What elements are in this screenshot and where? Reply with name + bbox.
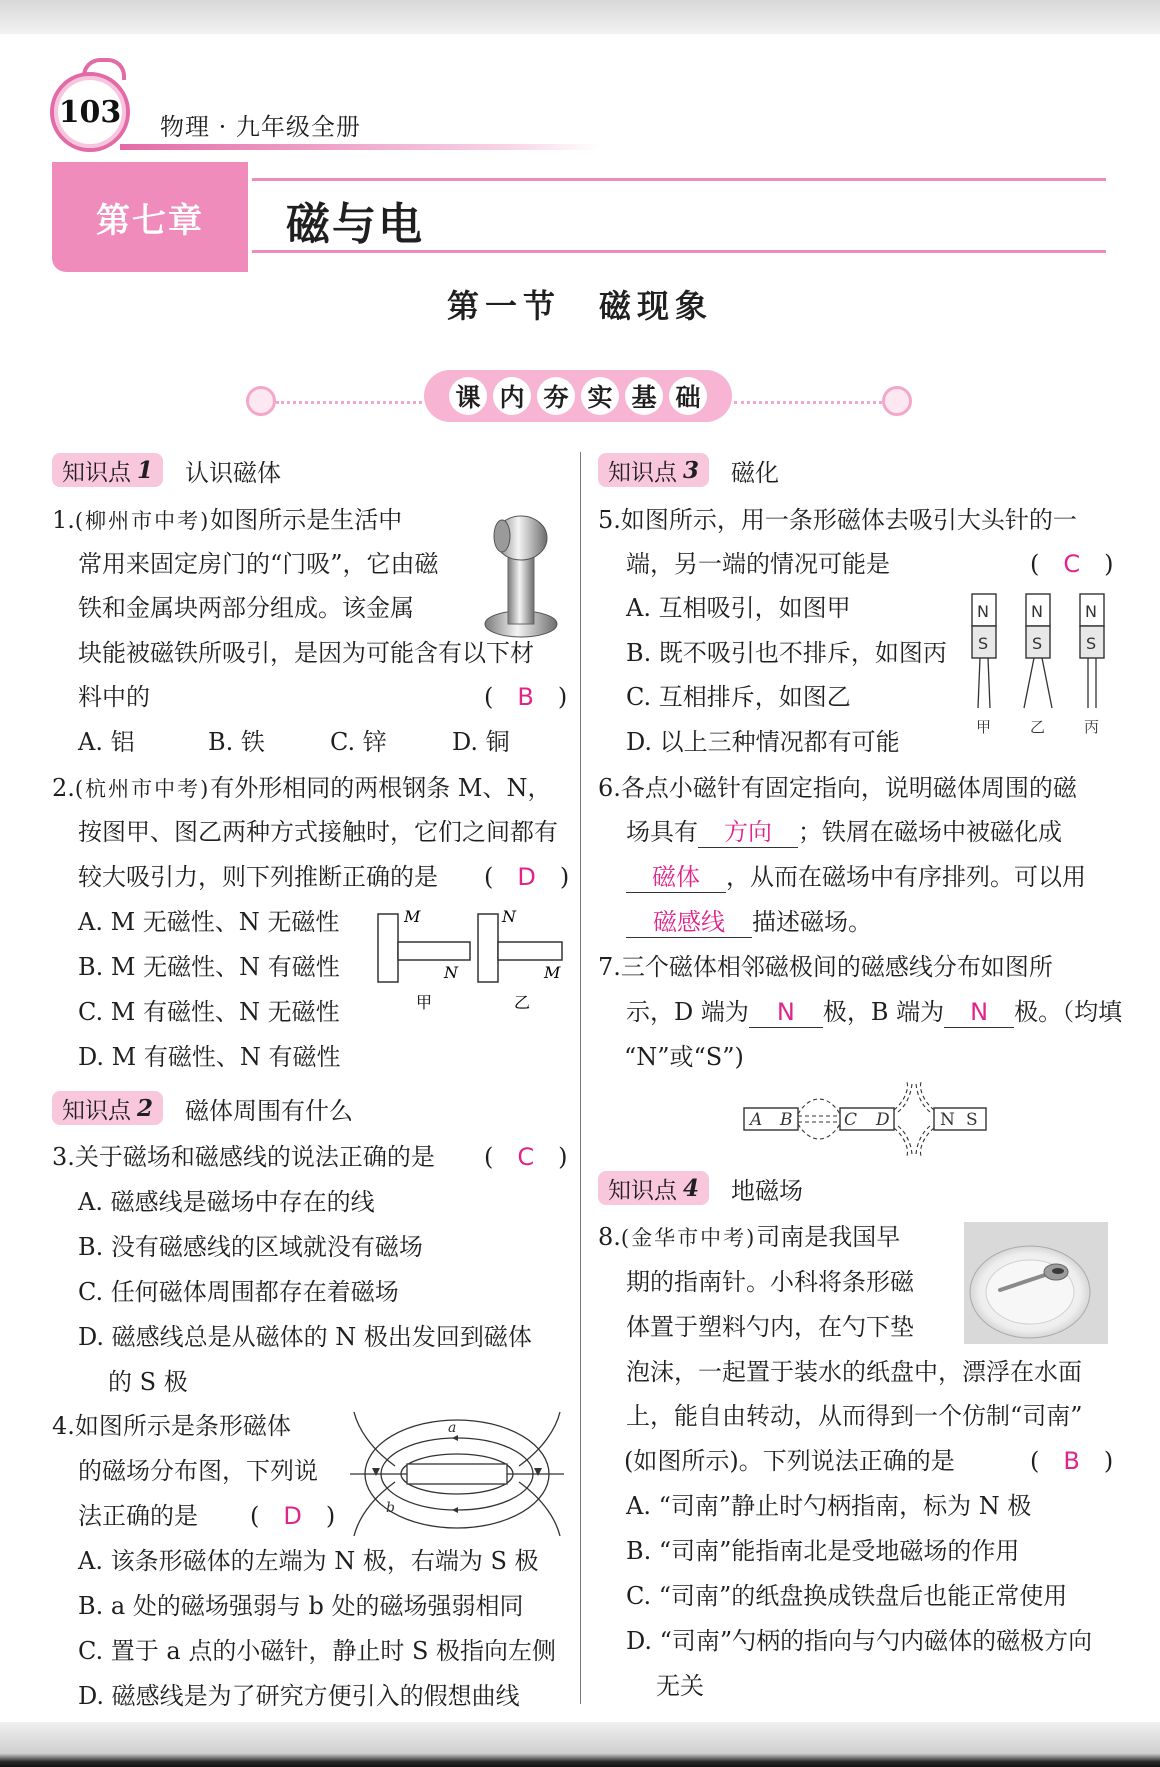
banner-left-ornament [246,386,276,416]
label-d: D [876,1110,890,1130]
q4-option-b: B. a 处的磁场强弱与 b 处的磁场强弱相同 [78,1592,524,1620]
banner [424,370,732,422]
bar-magnet-pins-diagram [968,590,1108,740]
q2-option-b: B. M 无磁性、N 有磁性 [78,953,340,981]
banner-dotline-left [276,401,422,404]
knowledge-point-3 [598,452,779,488]
q4-line1: 4.如图所示是条形磁体 [52,1412,291,1440]
label-a: A [750,1110,763,1130]
q4-option-c: C. 置于 a 点的小磁针，静止时 S 极指向左侧 [78,1637,557,1665]
three-magnets-diagram [740,1080,990,1158]
q5-option-a: A. 互相吸引，如图甲 [626,594,851,622]
kp-tag: 知识点 1 [52,453,163,487]
label-n: N [977,602,989,621]
banner-right-ornament [882,386,912,416]
q1-line5: 料中的 [78,683,150,711]
bar-magnet-field-diagram [350,1408,564,1540]
q6-blank-1: 方向 [698,817,798,848]
kp-name: 地磁场 [731,1176,804,1205]
banner-dotline-right [734,401,882,404]
label-a: a [448,1420,457,1436]
q7-blank-2: N [944,997,1014,1028]
door-stop-image [480,502,562,642]
steel-bars-diagram [374,904,566,1016]
q3-option-b: B. 没有磁感线的区域就没有磁场 [78,1233,423,1261]
kp-tag: 知识点 4 [598,1171,709,1205]
banner-char: 础 [669,377,707,415]
q5-line2: 端，另一端的情况可能是 [626,550,890,578]
label-yi: 乙 [1030,718,1046,736]
q1-option-b: B. 铁 [208,728,265,756]
label-s: S [1086,634,1097,653]
label-yi: 乙 [514,993,531,1012]
q3-option-c: C. 任何磁体周围都存在着磁场 [78,1278,399,1306]
q2-option-a: A. M 无磁性、N 无磁性 [78,908,340,936]
q6-line4: 磁感线 描述磁场。 [626,900,872,944]
q7-blank-1: N [749,997,823,1028]
q8-answer: ( B ) [1030,1447,1114,1475]
label-m: M [404,907,421,926]
q1-line4: 块能被磁铁所吸引，是因为可能含有以下材 [78,639,534,667]
q1-line1: 1.(柳州市中考)如图所示是生活中 [52,506,403,534]
kp-tag: 知识点 3 [598,453,709,487]
banner-char: 内 [493,377,531,415]
q6-blank-3: 磁感线 [626,907,752,938]
label-jia: 甲 [416,993,433,1012]
kp-name: 磁体周围有什么 [185,1096,354,1125]
q1-option-d: D. 铜 [452,728,510,756]
q8-line1: 8.(金华市中考)司南是我国早 [598,1223,901,1251]
q3-option-d-cont: 的 S 极 [108,1368,188,1396]
label-n: N [1031,602,1043,621]
label-bing: 丙 [1084,718,1100,736]
column-divider [580,452,581,1704]
q5-line1: 5.如图所示，用一条形磁体去吸引大头针的一 [598,506,1077,534]
q7-line3: “N”或“S”) [624,1043,744,1071]
label-s: S [1032,634,1043,653]
section-title: 第一节 磁现象 [446,287,713,325]
banner-char: 课 [449,377,487,415]
q1-answer: ( B ) [484,683,568,711]
q2-line2: 按图甲、图乙两种方式接触时，它们之间都有 [78,818,558,846]
q5-option-b: B. 既不吸引也不排斥，如图丙 [626,639,947,667]
q3-answer: ( C ) [484,1143,568,1171]
q8-option-d: D. “司南”勺柄的指向与勺内磁体的磁极方向 [626,1627,1093,1655]
q4-answer: ( D ) [250,1502,336,1530]
label-b: B [780,1110,793,1130]
q8-option-c: C. “司南”的纸盘换成铁盘后也能正常使用 [626,1582,1068,1610]
q8-line4: 泡沫，一起置于装水的纸盘中，漂浮在水面 [626,1358,1082,1386]
q5-option-d: D. 以上三种情况都有可能 [626,728,900,756]
label-s: S [978,634,989,653]
q8-option-d-cont: 无关 [656,1672,704,1700]
top-border [0,0,1160,34]
label-n: N [502,907,516,926]
q2-option-d: D. M 有磁性、N 有磁性 [78,1043,341,1071]
label-n: N [444,963,458,982]
knowledge-point-1 [52,452,281,488]
sinan-plate-image [964,1222,1108,1344]
q3-option-a: A. 磁感线是磁场中存在的线 [78,1188,375,1216]
q3-line1: 3.关于磁场和磁感线的说法正确的是 [52,1143,435,1171]
q7-line2: 示，D 端为 N 极，B 端为 N 极。（均填 [626,998,1123,1026]
q6-line3: 磁体 ，从而在磁场中有序排列。可以用 [626,855,1086,899]
q8-option-b: B. “司南”能指南北是受地磁场的作用 [626,1537,1020,1565]
q6-line2: 场具有 方向 ；铁屑在磁场中被磁化成 [626,818,1062,846]
label-c: C [844,1110,858,1130]
chapter-rule-top [252,178,1106,181]
q1-option-c: C. 锌 [330,728,387,756]
q4-line2: 的磁场分布图，下列说 [78,1457,318,1485]
q8-line5: 上，能自由转动，从而得到一个仿制“司南” [626,1402,1083,1430]
label-s: S [966,1110,978,1130]
q2-answer: ( D ) [484,863,570,891]
q2-line3: 较大吸引力，则下列推断正确的是 [78,863,438,891]
chapter-title: 磁与电 [286,199,424,250]
kp-name: 磁化 [731,458,780,487]
q4-line3: 法正确的是 [78,1502,198,1530]
q1-line2: 常用来固定房门的“门吸”，它由磁 [78,550,439,578]
knowledge-point-2 [52,1090,353,1126]
label-n: N [940,1110,955,1130]
label-n: N [1085,602,1097,621]
q5-option-c: C. 互相排斥，如图乙 [626,683,851,711]
q6-blank-2: 磁体 [626,862,726,893]
chapter-label: 第七章 [52,162,248,272]
banner-char: 基 [625,377,663,415]
q4-option-d: D. 磁感线是为了研究方便引入的假想曲线 [78,1682,520,1710]
q2-option-c: C. M 有磁性、N 无磁性 [78,998,340,1026]
bottom-border [0,1722,1160,1767]
q8-option-a: A. “司南”静止时勺柄指南，标为 N 极 [626,1492,1032,1520]
q8-line6: (如图所示)。下列说法正确的是 [624,1447,955,1475]
banner-char: 实 [581,377,619,415]
label-b: b [386,1500,395,1516]
q5-answer: ( C ) [1030,550,1114,578]
q4-option-a: A. 该条形磁体的左端为 N 极，右端为 S 极 [78,1547,539,1575]
page-number-badge: 103 [50,72,130,152]
q6-line1: 6.各点小磁针有固定指向，说明磁体周围的磁 [598,774,1077,802]
q2-line1: 2.(杭州市中考)有外形相同的两根钢条 M、N， [52,774,552,802]
q1-option-a: A. 铝 [78,728,135,756]
header-underline [120,144,600,150]
subject-title: 物理 · 九年级全册 [160,113,361,141]
q1-line3: 铁和金属块两部分组成。该金属 [78,594,414,622]
kp-tag: 知识点 2 [52,1091,163,1125]
kp-name: 认识磁体 [185,458,282,487]
banner-char: 夯 [537,377,575,415]
label-m: M [544,963,561,982]
q8-line3: 体置于塑料勺内，在勺下垫 [626,1313,914,1341]
label-jia: 甲 [976,718,992,736]
q3-option-d: D. 磁感线总是从磁体的 N 极出发回到磁体 [78,1323,532,1351]
knowledge-point-4 [598,1170,803,1206]
q7-line1: 7.三个磁体相邻磁极间的磁感线分布如图所 [598,953,1053,981]
q8-line2: 期的指南针。小科将条形磁 [626,1268,914,1296]
